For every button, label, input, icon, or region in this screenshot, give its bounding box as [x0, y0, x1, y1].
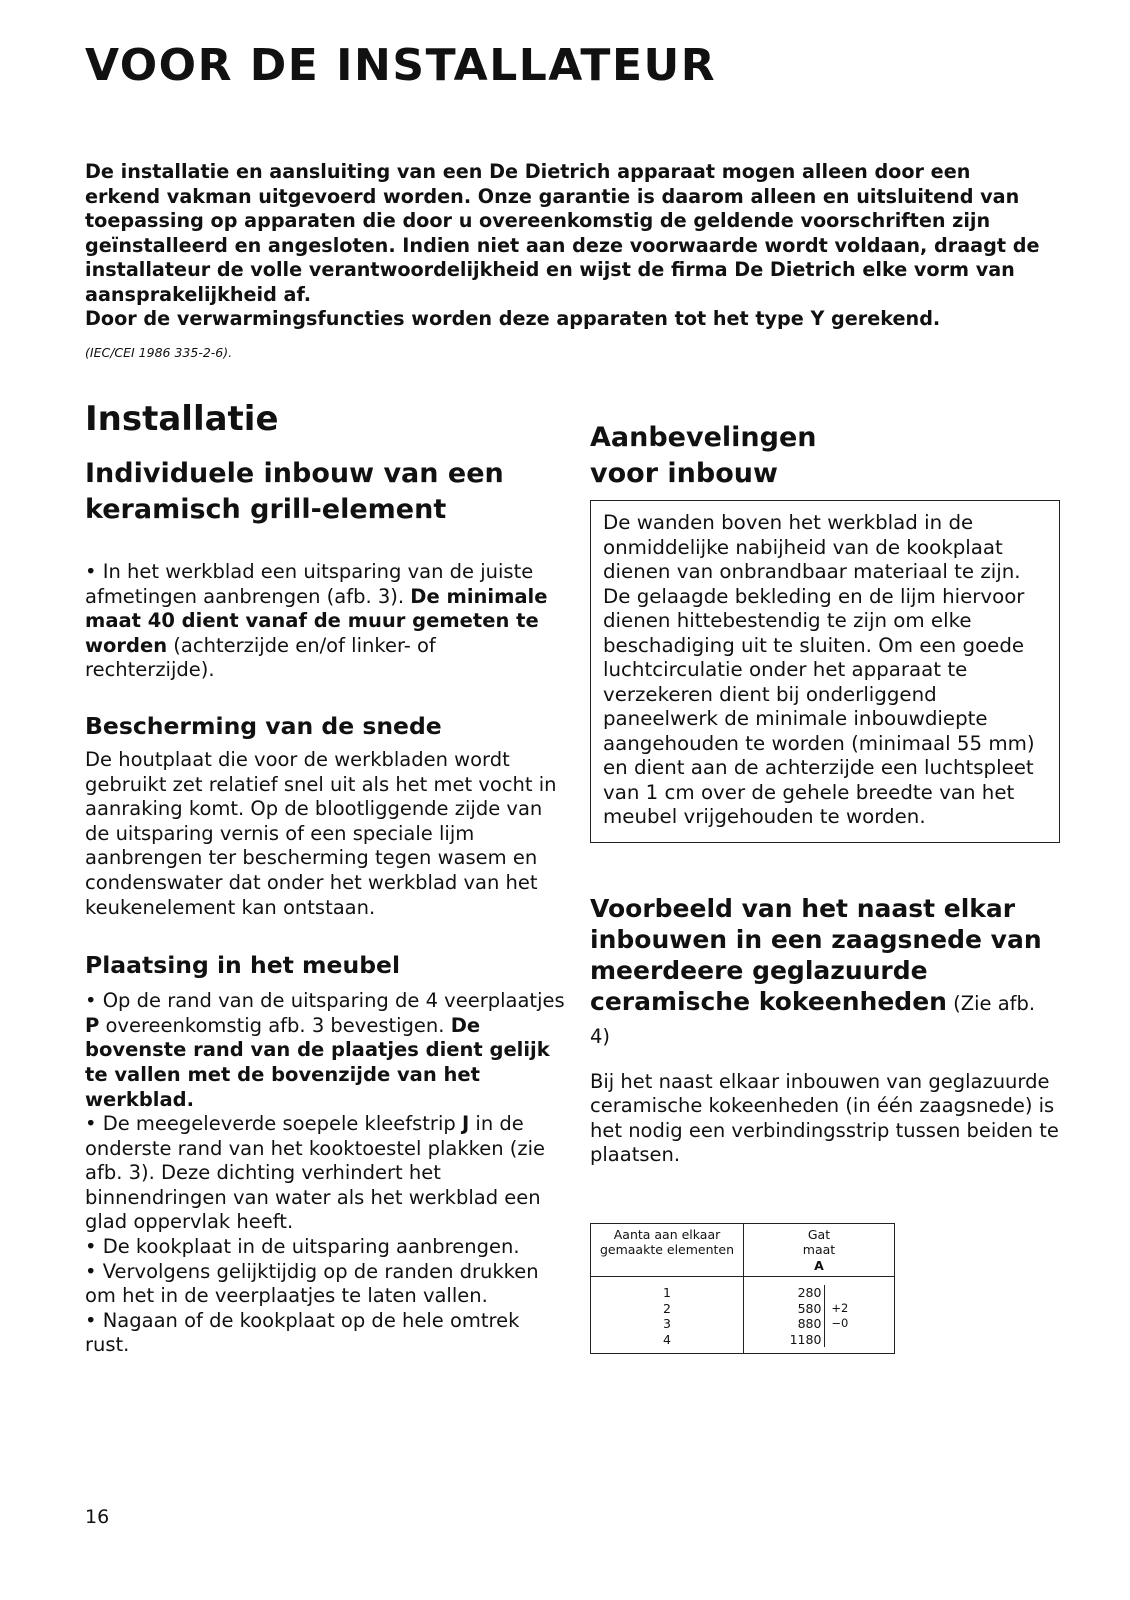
- subtitle-individual-installation: Individuele inbouw van een keramisch grill-element: [85, 458, 504, 525]
- page-title: VOOR DE INSTALLATEUR: [85, 40, 717, 91]
- placement-step-1: [85, 989, 565, 1112]
- page-number: 16: [85, 1506, 110, 1528]
- size-880: 880: [797, 1316, 822, 1332]
- cutout-bold-text: De minimale maat 40 dient vanaf de muur gemeten te worden: [85, 584, 548, 657]
- table-header-size-2: maat: [802, 1242, 836, 1258]
- placement-step-3: • De kookplaat in de uitsparing aanbrengen.: [85, 1235, 520, 1259]
- tolerance-minus: −0: [831, 1316, 849, 1331]
- placement-step-1-bold: De bovenste rand van de plaatjes dient gelijk te vallen met de bovenzijde van het werkblad.: [85, 1013, 550, 1111]
- size-280: 280: [797, 1285, 822, 1301]
- intro-text: De installatie en aansluiting van een De Dietrich apparaat mogen alleen door een erkend vakman uitgevoerd worden. Onze garantie is daarom alleen en uitsluitend van toepassing op apparaten die door u overeenkomstig de geldende voorschriften zijn geïnstalleerd en angesloten. Indien niet aan deze voorwaarde wordt voldaan, draagt de installateur de volle verantwoordelijkheid en wijst de firma De Dietrich elke vorm van aansprakelijkheid af.: [85, 160, 1040, 306]
- intro-reference: (IEC/CEI 1986 335-2-6).: [85, 345, 233, 360]
- example-heading: [590, 893, 1060, 1052]
- placement-step-1-text-b: overeenkomstig afb. 3 bevestigen.: [99, 1013, 451, 1037]
- placement-step-1-text: • Op de rand van de uitsparing de 4 veerplaatjes: [85, 989, 565, 1013]
- heading-placement: Plaatsing in het meubel: [85, 951, 401, 980]
- label-j: J: [461, 1112, 470, 1136]
- count-3: 3: [663, 1316, 671, 1332]
- cutout-text: • In het werkblad een uitsparing van de juiste afmetingen aanbrengen (afb. 3).: [85, 560, 534, 608]
- table-row: [591, 1277, 895, 1354]
- recommendations-text: De wanden boven het werkblad in de onmiddelijke nabijheid van de kookplaat dienen van onbrandbaar materiaal te zijn. De gelaagde bekleding en de lijm hiervoor dienen hittebestendig te zijn om elke beschadiging uit te sluiten. Om een goede luchtcirculatie onder het apparaat te verzekeren dient bij onderliggend paneelwerk de minimale inbouwdiepte aangehouden te worden (minimaal 55 mm) en dient aan de achterzijde een luchtspleet van 1 cm over de gehele breedte van het meubel vrijgehouden te worden.: [603, 511, 1035, 828]
- table-header-size-3: A: [814, 1257, 824, 1273]
- placement-step-5: • Nagaan of de kookplaat op de hele omtrek rust.: [85, 1308, 520, 1357]
- protection-text: De houtplaat die voor de werkbladen wordt gebruikt zet relatief snel uit als het met vocht in aanraking komt. Op de blootliggende zijde van de uitsparing vernis of een speciale lijm aanbrengen ter bescherming tegen wasem en condenswater dat onder het werkblad van het keukenelement kan ontstaan.: [85, 747, 557, 919]
- right-column: [590, 420, 1060, 1354]
- table-counts-cell: [591, 1277, 744, 1354]
- cutout-instruction: [85, 560, 565, 683]
- count-4: 4: [663, 1331, 671, 1347]
- intro-type-line: Door de verwarmingsfuncties worden deze apparaten tot het type Y gerekend.: [85, 307, 941, 330]
- example-text: Bij het naast elkaar inbouwen van geglazuurde ceramische kokeenheden (in één zaagsnede) is het nodig een verbindingsstrip tussen beiden te plaatsen.: [590, 1069, 1059, 1167]
- example-reference: (Zie afb. 4): [590, 991, 1036, 1048]
- recommendations-box: [590, 500, 1060, 843]
- placement-step-2-text: • De meegeleverde soepele kleefstrip: [85, 1112, 462, 1136]
- table-header-size: [744, 1223, 895, 1277]
- cutout-tail-text: (achterzijde en/of linker- of rechterzijde).: [85, 633, 436, 682]
- label-p: P: [85, 1013, 100, 1037]
- size-580: 580: [797, 1300, 822, 1316]
- tolerance: [831, 1301, 848, 1331]
- sizes-list: [790, 1285, 826, 1347]
- intro-paragraph: [85, 160, 1045, 332]
- table-header-elements: Aanta aan elkaar gemaakte elementen: [591, 1223, 744, 1277]
- size-1180: 1180: [789, 1331, 822, 1347]
- cutout-size-table: [590, 1223, 895, 1355]
- heading-protection: Bescherming van de snede: [85, 711, 442, 740]
- placement-step-2: [85, 1112, 565, 1235]
- section-title-installatie: Installatie: [85, 399, 279, 439]
- placement-step-4: • Vervolgens gelijktijdig op de randen drukken om het in de veerplaatjes te laten vallen.: [85, 1259, 539, 1308]
- table-header-size-1: Gat: [807, 1226, 831, 1242]
- placement-step-2-text-b: in de onderste rand van het kooktoestel plakken (zie afb. 3). Deze dichting verhindert het binnendringen van water als het werkblad een glad oppervlak heeft.: [85, 1112, 546, 1234]
- tolerance-plus: +2: [831, 1301, 849, 1316]
- table-header-row: [591, 1223, 895, 1277]
- table-sizes-cell: [744, 1277, 895, 1354]
- sizes-wrap: [748, 1285, 890, 1347]
- left-column: [85, 398, 565, 1358]
- example-title: Voorbeeld van het naast elkar inbouwen in een zaagsnede van meerdeere geglazuurde ceramische kokeenheden: [590, 893, 1042, 1016]
- recommendations-title: Aanbevelingen voor inbouw: [590, 422, 817, 489]
- count-1: 1: [663, 1285, 671, 1301]
- count-2: 2: [663, 1300, 671, 1316]
